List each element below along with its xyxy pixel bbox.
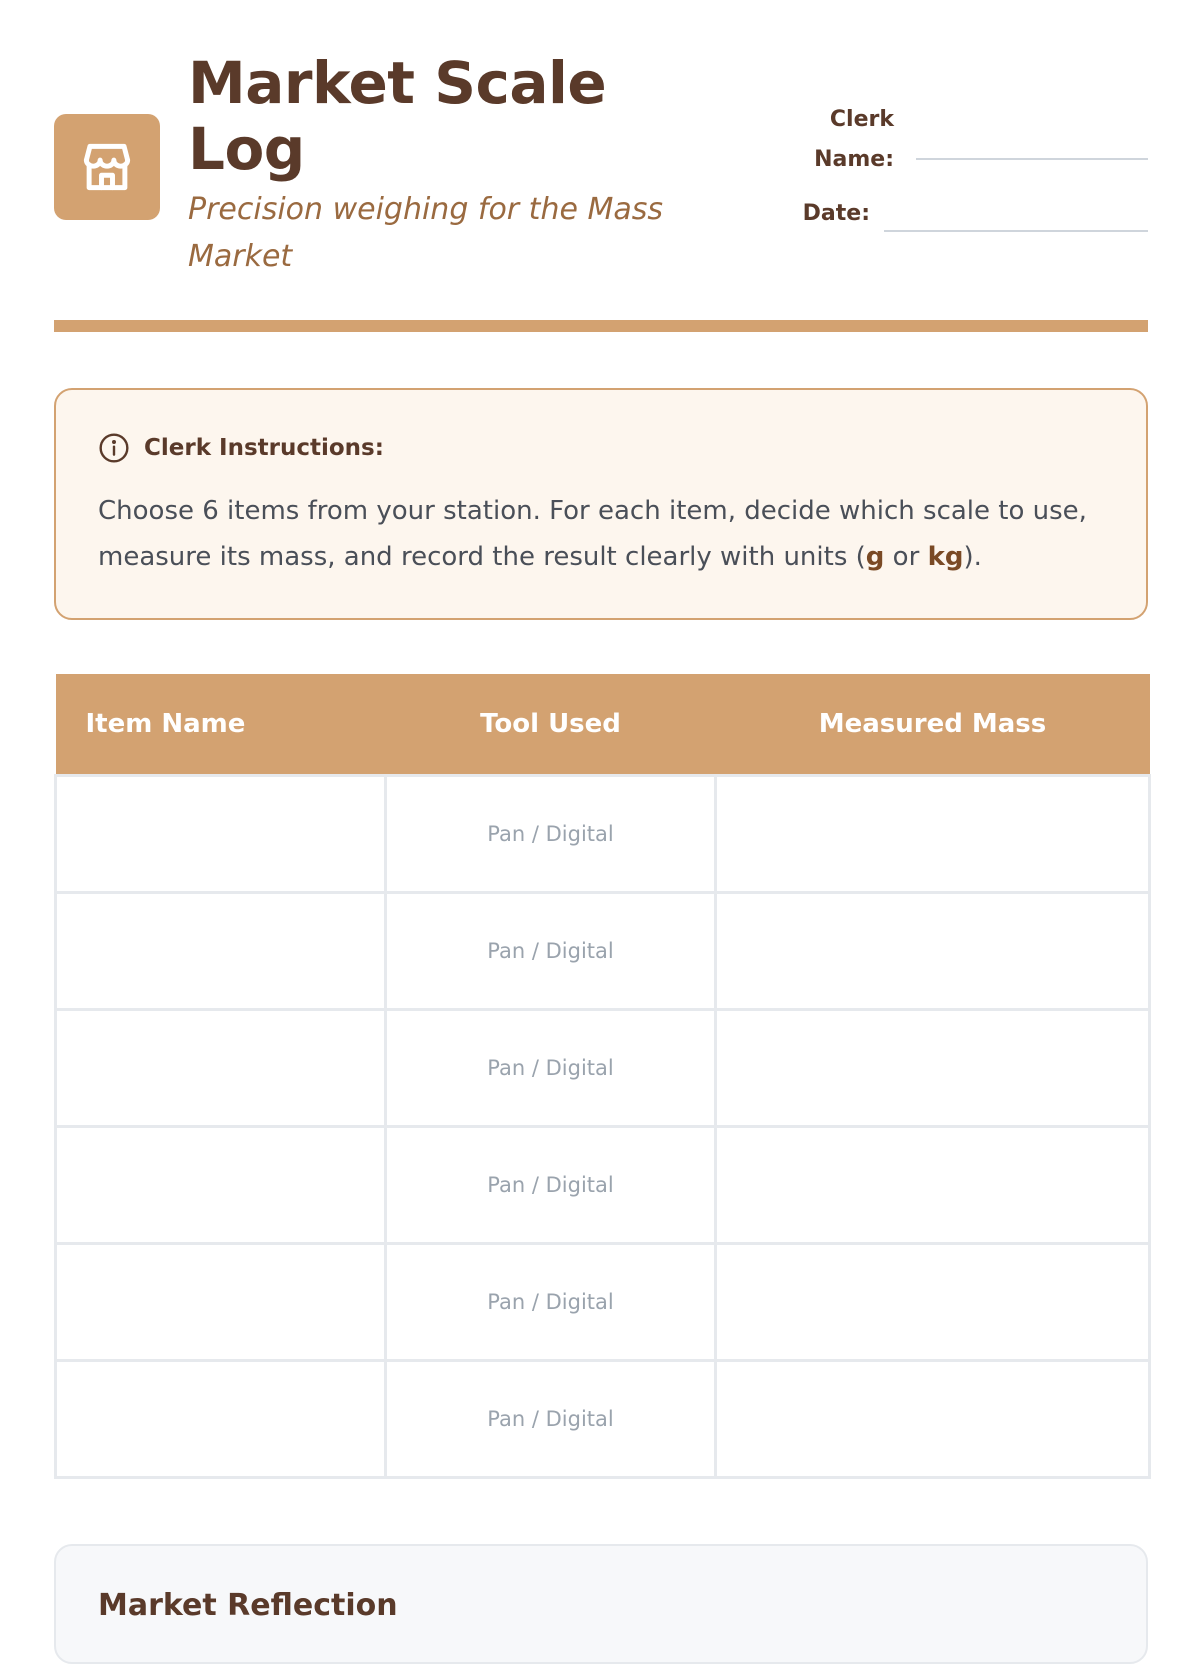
item-name-cell[interactable] xyxy=(56,776,386,893)
info-icon xyxy=(98,432,130,464)
item-name-cell[interactable] xyxy=(56,1010,386,1127)
column-header-tool-used: Tool Used xyxy=(386,674,716,776)
page-title: Market Scale Log xyxy=(188,49,607,183)
date-row xyxy=(744,194,1148,244)
instructions-text-end: ). xyxy=(963,542,982,572)
measured-mass-cell[interactable] xyxy=(716,893,1150,1010)
item-name-cell[interactable] xyxy=(56,1244,386,1361)
item-name-cell[interactable] xyxy=(56,1127,386,1244)
date-field[interactable] xyxy=(884,230,1148,232)
column-header-item-name: Item Name xyxy=(56,674,386,776)
tool-used-cell[interactable]: Pan / Digital xyxy=(386,1127,716,1244)
tool-used-cell[interactable]: Pan / Digital xyxy=(386,893,716,1010)
clerk-name-field[interactable] xyxy=(916,158,1148,160)
measured-mass-cell[interactable] xyxy=(716,1127,1150,1244)
instructions-text-or: or xyxy=(884,542,928,572)
table-row xyxy=(56,1361,1150,1478)
table-row xyxy=(56,893,1150,1010)
instructions-text xyxy=(98,488,1108,580)
measured-mass-cell[interactable] xyxy=(716,1244,1150,1361)
header xyxy=(54,0,1148,320)
page-subtitle: Precision weighing for the Mass Market xyxy=(188,192,663,274)
item-name-cell[interactable] xyxy=(56,1361,386,1478)
instructions-title: Clerk Instructions: xyxy=(144,435,384,461)
tool-used-cell[interactable]: Pan / Digital xyxy=(386,1010,716,1127)
tool-used-cell[interactable]: Pan / Digital xyxy=(386,1361,716,1478)
unit-grams: g xyxy=(865,542,885,572)
reflection-card xyxy=(54,1544,1148,1664)
table-row xyxy=(56,1244,1150,1361)
item-name-cell[interactable] xyxy=(56,893,386,1010)
tool-used-cell[interactable]: Pan / Digital xyxy=(386,776,716,893)
column-header-measured-mass: Measured Mass xyxy=(716,674,1150,776)
table-row xyxy=(56,1127,1150,1244)
table-row xyxy=(56,776,1150,893)
measured-mass-cell[interactable] xyxy=(716,1361,1150,1478)
instructions-box xyxy=(54,388,1148,620)
instructions-heading xyxy=(98,430,384,466)
scale-log-table xyxy=(54,674,1151,1479)
table-row xyxy=(56,1010,1150,1127)
measured-mass-cell[interactable] xyxy=(716,1010,1150,1127)
unit-kilograms: kg xyxy=(927,542,964,572)
table-header-row xyxy=(56,674,1150,776)
date-label: Date: xyxy=(802,201,870,226)
storefront-icon xyxy=(54,114,160,220)
instructions-text-main: Choose 6 items from your station. For each item, decide which scale to use, measure its mass, and record the result clearly with units ( xyxy=(98,496,1087,572)
worksheet-page xyxy=(54,0,1148,1623)
measured-mass-cell[interactable] xyxy=(716,776,1150,893)
reflection-title: Market Reflection xyxy=(98,1588,398,1623)
clerk-name-row xyxy=(744,96,1148,186)
header-divider xyxy=(54,320,1148,332)
clerk-name-label: Clerk Name: xyxy=(814,107,894,172)
tool-used-cell[interactable]: Pan / Digital xyxy=(386,1244,716,1361)
